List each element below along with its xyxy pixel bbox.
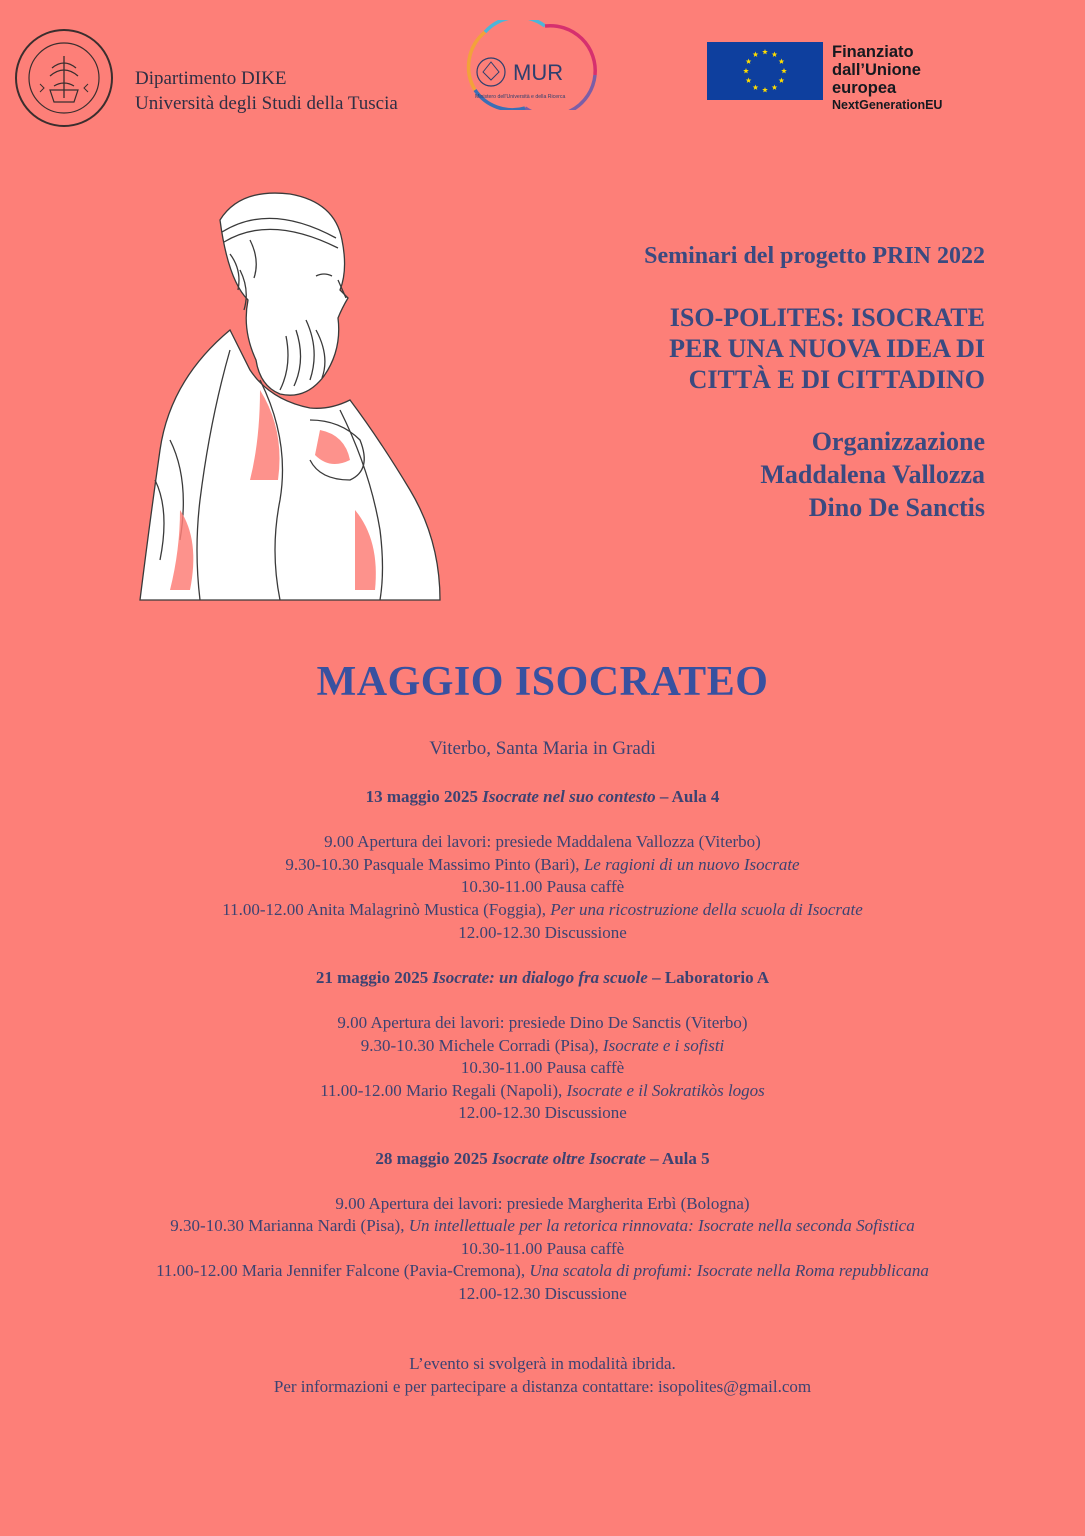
department-name: Dipartimento DIKE: [135, 68, 287, 89]
eu-line-2: dall’Unione: [832, 61, 921, 79]
mur-subtitle: Ministero dell'Università e della Ricerca: [475, 94, 566, 100]
session-discussion: 12.00-12.30 Discussione: [458, 1284, 627, 1304]
day-block: [0, 786, 1085, 944]
eu-line-1: Finanziato: [832, 43, 914, 61]
project-title-line-3: CITTÀ E DI CITTADINO: [688, 365, 985, 394]
session-break: 10.30-11.00 Pausa caffè: [460, 877, 625, 897]
program-schedule: [0, 786, 1085, 1328]
day-block: [0, 967, 1085, 1125]
day-heading: [0, 786, 1085, 809]
day-room: – Laboratorio A: [652, 967, 770, 987]
session-talk-2: [0, 1080, 1085, 1103]
organizer-name-1: Maddalena Vallozza: [760, 460, 985, 489]
day-block: [0, 1148, 1085, 1306]
hybrid-note: L’evento si svolgerà in modalità ibrida.: [409, 1354, 676, 1373]
session-discussion: 12.00-12.30 Discussione: [458, 1103, 627, 1123]
organizer-name-2: Dino De Sanctis: [808, 493, 985, 522]
day-room: – Aula 5: [650, 1148, 710, 1168]
contact-line: Per informazioni e per partecipare a distanza contattare: isopolites@gmail.com: [273, 1377, 812, 1396]
eu-line-4: NextGenerationEU: [832, 98, 943, 112]
university-name: Università degli Studi della Tuscia: [135, 93, 398, 114]
session-break: 10.30-11.00 Pausa caffè: [460, 1058, 625, 1078]
session-opening: 9.00 Apertura dei lavori: presiede Maddalena Vallozza (Viterbo): [324, 832, 761, 852]
day-heading: [0, 967, 1085, 990]
eu-flag-logo: [707, 42, 823, 100]
session-talk-1: [0, 854, 1085, 877]
speaker: 11.00-12.00 Anita Malagrinò Mustica (Foggia),: [222, 899, 546, 919]
talk-title: Per una ricostruzione della scuola di Isocrate: [550, 899, 863, 919]
talk-title: Le ragioni di un nuovo Isocrate: [583, 854, 800, 874]
speaker: 9.30-10.30 Marianna Nardi (Pisa),: [170, 1216, 405, 1236]
day-topic: Isocrate oltre Isocrate: [491, 1148, 646, 1168]
seminar-title-block: [465, 240, 985, 524]
day-topic: Isocrate nel suo contesto: [482, 787, 656, 806]
session-talk-2: [0, 1260, 1085, 1283]
session-break: 10.30-11.00 Pausa caffè: [460, 1238, 625, 1258]
talk-title: Un intellettuale per la retorica rinnovata: Isocrate nella seconda Sofistica: [408, 1216, 915, 1236]
department-block: [135, 66, 398, 116]
talk-wrap: [156, 1260, 929, 1283]
session-talk-1: [0, 1215, 1085, 1238]
session-opening: 9.00 Apertura dei lavori: presiede Margherita Erbì (Bologna): [335, 1193, 750, 1213]
event-main-title: MAGGIO ISOCRATEO: [316, 659, 769, 705]
session-talk-1: [0, 1035, 1085, 1058]
talk-title: Isocrate e il Sokratikòs logos: [566, 1080, 765, 1100]
speaker: 9.30-10.30 Michele Corradi (Pisa),: [360, 1035, 599, 1055]
speaker: 9.30-10.30 Pasquale Massimo Pinto (Bari),: [285, 854, 580, 874]
day-heading: [0, 1148, 1085, 1171]
isocrates-bust-illustration: [110, 180, 450, 610]
footer-info: [0, 1352, 1085, 1398]
project-title: [465, 302, 985, 395]
session-talk-2: [0, 899, 1085, 922]
seminar-series-title: Seminari del progetto PRIN 2022: [644, 243, 985, 269]
day-date: 13 maggio 2025: [365, 787, 479, 806]
eu-line-3: europea: [832, 79, 897, 97]
day-topic: Isocrate: un dialogo fra scuole: [432, 967, 648, 987]
event-venue: Viterbo, Santa Maria in Gradi: [429, 738, 656, 759]
session-opening: 9.00 Apertura dei lavori: presiede Dino De Sanctis (Viterbo): [337, 1012, 748, 1032]
mur-label: MUR: [513, 60, 564, 85]
project-title-line-2: PER UNA NUOVA IDEA DI: [669, 334, 985, 363]
organization-block: [465, 425, 985, 524]
talk-title: Una scatola di profumi: Isocrate nella Roma repubblicana: [529, 1261, 929, 1281]
speaker: 11.00-12.00 Mario Regali (Napoli),: [320, 1080, 563, 1100]
mur-logo: [455, 20, 600, 110]
project-title-line-1: ISO-POLITES: ISOCRATE: [669, 303, 985, 332]
session-discussion: 12.00-12.30 Discussione: [458, 922, 627, 942]
day-date: 21 maggio 2025: [315, 967, 429, 987]
speaker: 11.00-12.00 Maria Jennifer Falcone (Pavia-Cremona),: [156, 1261, 526, 1281]
university-seal-logo: [14, 28, 114, 128]
talk-title: Isocrate e i sofisti: [602, 1035, 725, 1055]
organization-label: Organizzazione: [811, 427, 985, 456]
eu-funding-text: [832, 43, 942, 114]
day-date: 28 maggio 2025: [375, 1148, 488, 1168]
day-room: – Aula 4: [659, 787, 720, 806]
